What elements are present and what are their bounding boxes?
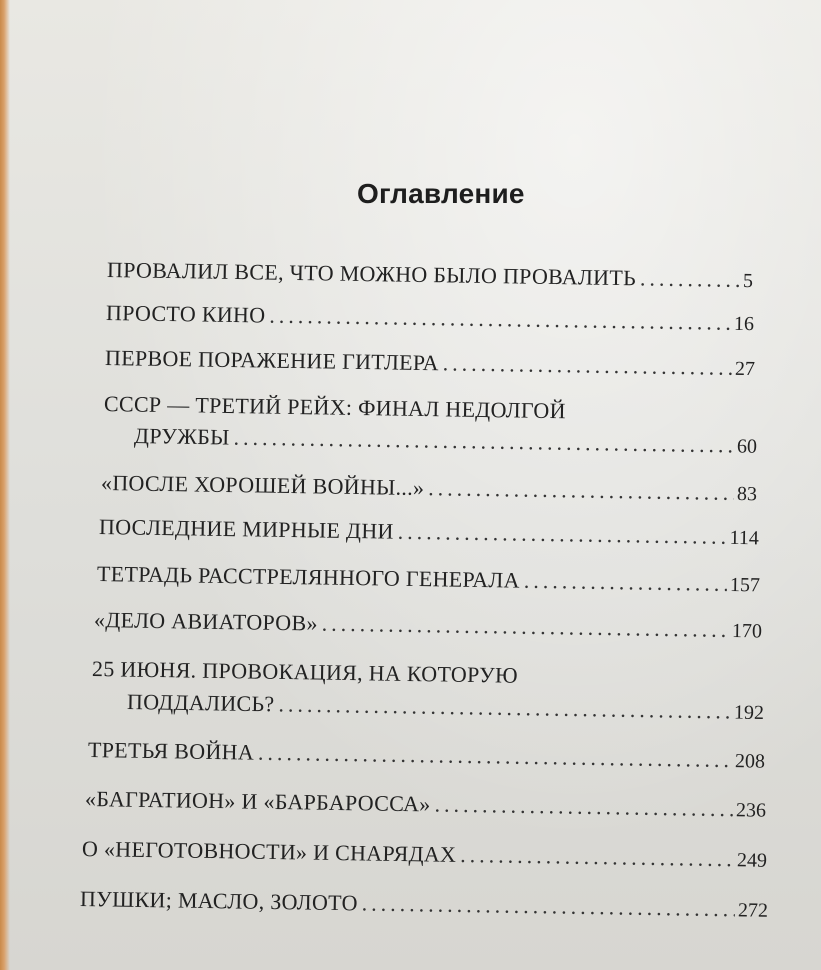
- entry-title: ПЕРВОЕ ПОРАЖЕНИЕ ГИТЛЕРА: [104, 345, 439, 376]
- leader-dots: [278, 691, 731, 724]
- leader-dots: [460, 842, 734, 872]
- entry-page-number: 114: [729, 526, 760, 550]
- entry-title: ПОСЛЕДНИЕ МИРНЫЕ ДНИ: [98, 514, 394, 544]
- entry-page-number: 249: [736, 849, 768, 872]
- entry-title-line-1: СССР — ТРЕТИЙ РЕЙХ: ФИНАЛ НЕДОЛГОЙ: [103, 391, 566, 424]
- entry-title: ПРОВАЛИЛ ВСЕ, ЧТО МОЖНО БЫЛО ПРОВАЛИТЬ: [106, 257, 637, 291]
- entry-title: ПРОСТО КИНО: [105, 300, 266, 328]
- leader-dots: [443, 350, 733, 381]
- entry-title: «БАГРАТИОН» И «БАРБАРОССА»: [84, 786, 431, 817]
- entry-title: «ПОСЛЕ ХОРОШЕЙ ВОЙНЫ...»: [100, 470, 425, 501]
- leader-dots: [434, 791, 733, 822]
- entry-title: ДРУЖБЫ: [133, 423, 230, 450]
- entry-title-line-1: 25 ИЮНЯ. ПРОВОКАЦИЯ, НА КОТОРУЮ: [91, 656, 519, 688]
- entry-page-number: 27: [734, 357, 756, 381]
- entry-title: «ДЕЛО АВИАТОРОВ»: [93, 607, 318, 636]
- leader-dots: [640, 265, 740, 293]
- entry-title: ТЕТРАДЬ РАССТРЕЛЯННОГО ГЕНЕРАЛА: [96, 561, 521, 593]
- entry-page-number: 192: [733, 701, 765, 725]
- toc-title: Оглавление: [357, 178, 525, 209]
- leader-dots: [322, 611, 730, 643]
- leader-dots: [258, 740, 732, 773]
- entry-title: ПОДДАЛИСЬ?: [126, 689, 275, 717]
- entry-title: О «НЕГОТОВНОСТИ» И СНАРЯДАХ: [81, 836, 457, 867]
- leader-dots: [269, 303, 731, 336]
- leader-dots: [398, 519, 727, 550]
- entry-page-number: 208: [734, 750, 766, 773]
- entry-page-number: 16: [733, 312, 755, 336]
- leader-dots: [233, 425, 734, 459]
- entry-page-number: 170: [731, 620, 763, 643]
- entry-page-number: 60: [736, 435, 758, 458]
- entry-title: ТРЕТЬЯ ВОЙНА: [87, 737, 255, 765]
- entry-page-number: 236: [735, 799, 767, 822]
- entry-page-number: 5: [742, 269, 754, 293]
- entry-title: ПУШКИ; МАСЛО, ЗОЛОТО: [79, 886, 358, 916]
- entry-page-number: 272: [737, 899, 769, 922]
- leader-dots: [524, 568, 728, 597]
- entry-page-number: 83: [736, 482, 758, 506]
- entry-page-number: 157: [729, 573, 761, 597]
- leader-dots: [428, 475, 734, 506]
- leader-dots: [362, 890, 736, 922]
